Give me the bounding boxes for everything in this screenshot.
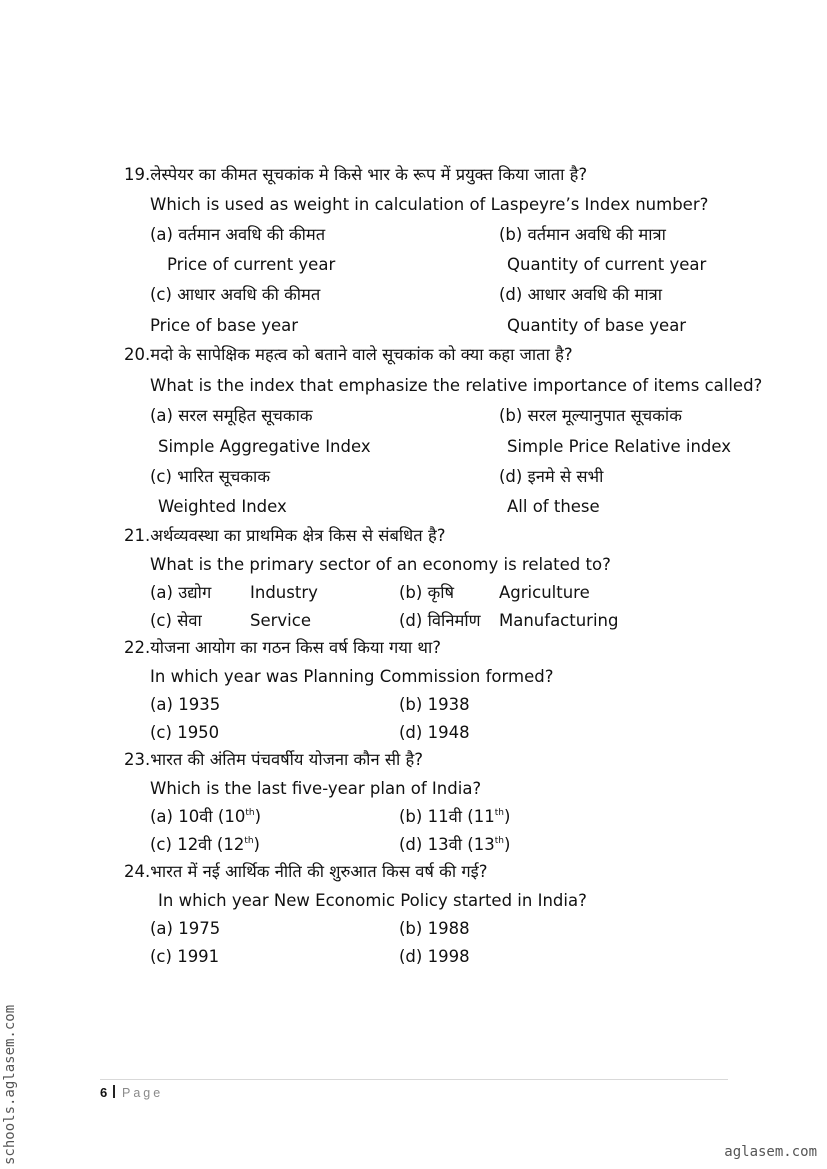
option-19b-hindi: (b) वर्तमान अवधि की मात्रा bbox=[499, 225, 666, 244]
page-label: Page bbox=[122, 1086, 164, 1100]
option-23c: (c) 12वी (12th) bbox=[150, 835, 260, 854]
option-19b-english: Quantity of current year bbox=[507, 255, 707, 274]
option-20a-hindi: (a) सरल समूहित सूचकाक bbox=[150, 406, 313, 425]
option-24a: (a) 1975 bbox=[150, 919, 221, 938]
option-24d: (d) 1998 bbox=[399, 947, 470, 966]
option-23a: (a) 10वी (10th) bbox=[150, 807, 262, 826]
question-23-english: Which is the last five-year plan of India? bbox=[150, 779, 482, 798]
page-separator bbox=[113, 1085, 115, 1098]
option-19c-english: Price of base year bbox=[150, 316, 299, 335]
question-21-english: What is the primary sector of an economy is related to? bbox=[150, 555, 611, 574]
option-21c-hindi: (c) सेवा bbox=[150, 611, 202, 630]
option-21c-english: Service bbox=[250, 611, 311, 630]
option-24c: (c) 1991 bbox=[150, 947, 220, 966]
option-19a-english: Price of current year bbox=[167, 255, 336, 274]
question-19-hindi: 19.लेस्पेयर का कीमत सूचकांक मे किसे भार के रूप में प्रयुक्त किया जाता है? bbox=[124, 165, 588, 184]
watermark-right: aglasem.com bbox=[724, 1144, 817, 1160]
question-20-english: What is the index that emphasize the relative importance of items called? bbox=[150, 376, 763, 395]
option-22d: (d) 1948 bbox=[399, 723, 470, 742]
option-19c-hindi: (c) आधार अवधि की कीमत bbox=[150, 285, 321, 304]
question-24-english: In which year New Economic Policy started in India? bbox=[158, 891, 587, 910]
option-23d: (d) 13वी (13th) bbox=[399, 835, 511, 854]
question-22-english: In which year was Planning Commission formed? bbox=[150, 667, 554, 686]
question-24-hindi: 24.भारत में नई आर्थिक नीति की शुरुआत किस वर्ष की गई? bbox=[124, 862, 488, 881]
option-20c-hindi: (c) भारित सूचकाक bbox=[150, 467, 270, 486]
question-21-hindi: 21.अर्थव्यवस्था का प्राथमिक क्षेत्र किस से संबधित है? bbox=[124, 526, 446, 545]
watermark-left: schools.aglasem.com bbox=[2, 1004, 18, 1165]
option-22c: (c) 1950 bbox=[150, 723, 220, 742]
option-22a: (a) 1935 bbox=[150, 695, 221, 714]
option-24b: (b) 1988 bbox=[399, 919, 470, 938]
option-20d-hindi: (d) इनमे से सभी bbox=[499, 467, 604, 486]
page-number: 6 bbox=[100, 1085, 108, 1100]
option-20b-english: Simple Price Relative index bbox=[507, 437, 732, 456]
option-22b: (b) 1938 bbox=[399, 695, 470, 714]
option-20a-english: Simple Aggregative Index bbox=[158, 437, 371, 456]
option-21d-hindi: (d) विनिर्माण bbox=[399, 611, 481, 630]
question-22-hindi: 22.योजना आयोग का गठन किस वर्ष किया गया था? bbox=[124, 638, 441, 657]
option-21b-hindi: (b) कृषि bbox=[399, 583, 455, 602]
option-20c-english: Weighted Index bbox=[158, 497, 287, 516]
option-20d-english: All of these bbox=[507, 497, 600, 516]
question-19-english: Which is used as weight in calculation of Laspeyre’s Index number? bbox=[150, 195, 709, 214]
footer-divider bbox=[100, 1079, 728, 1080]
option-23b: (b) 11वी (11th) bbox=[399, 807, 511, 826]
option-19d-english: Quantity of base year bbox=[507, 316, 687, 335]
question-23-hindi: 23.भारत की अंतिम पंचवर्षीय योजना कौन सी है? bbox=[124, 750, 424, 769]
option-21a-hindi: (a) उद्योग bbox=[150, 583, 212, 602]
option-20b-hindi: (b) सरल मूल्यानुपात सूचकांक bbox=[499, 406, 682, 425]
option-21b-english: Agriculture bbox=[499, 583, 590, 602]
question-20-hindi: 20.मदो के सापेक्षिक महत्व को बताने वाले सूचकांक को क्या कहा जाता है? bbox=[124, 345, 573, 364]
option-21d-english: Manufacturing bbox=[499, 611, 619, 630]
option-19a-hindi: (a) वर्तमान अवधि की कीमत bbox=[150, 225, 326, 244]
option-21a-english: Industry bbox=[250, 583, 318, 602]
option-19d-hindi: (d) आधार अवधि की मात्रा bbox=[499, 285, 663, 304]
